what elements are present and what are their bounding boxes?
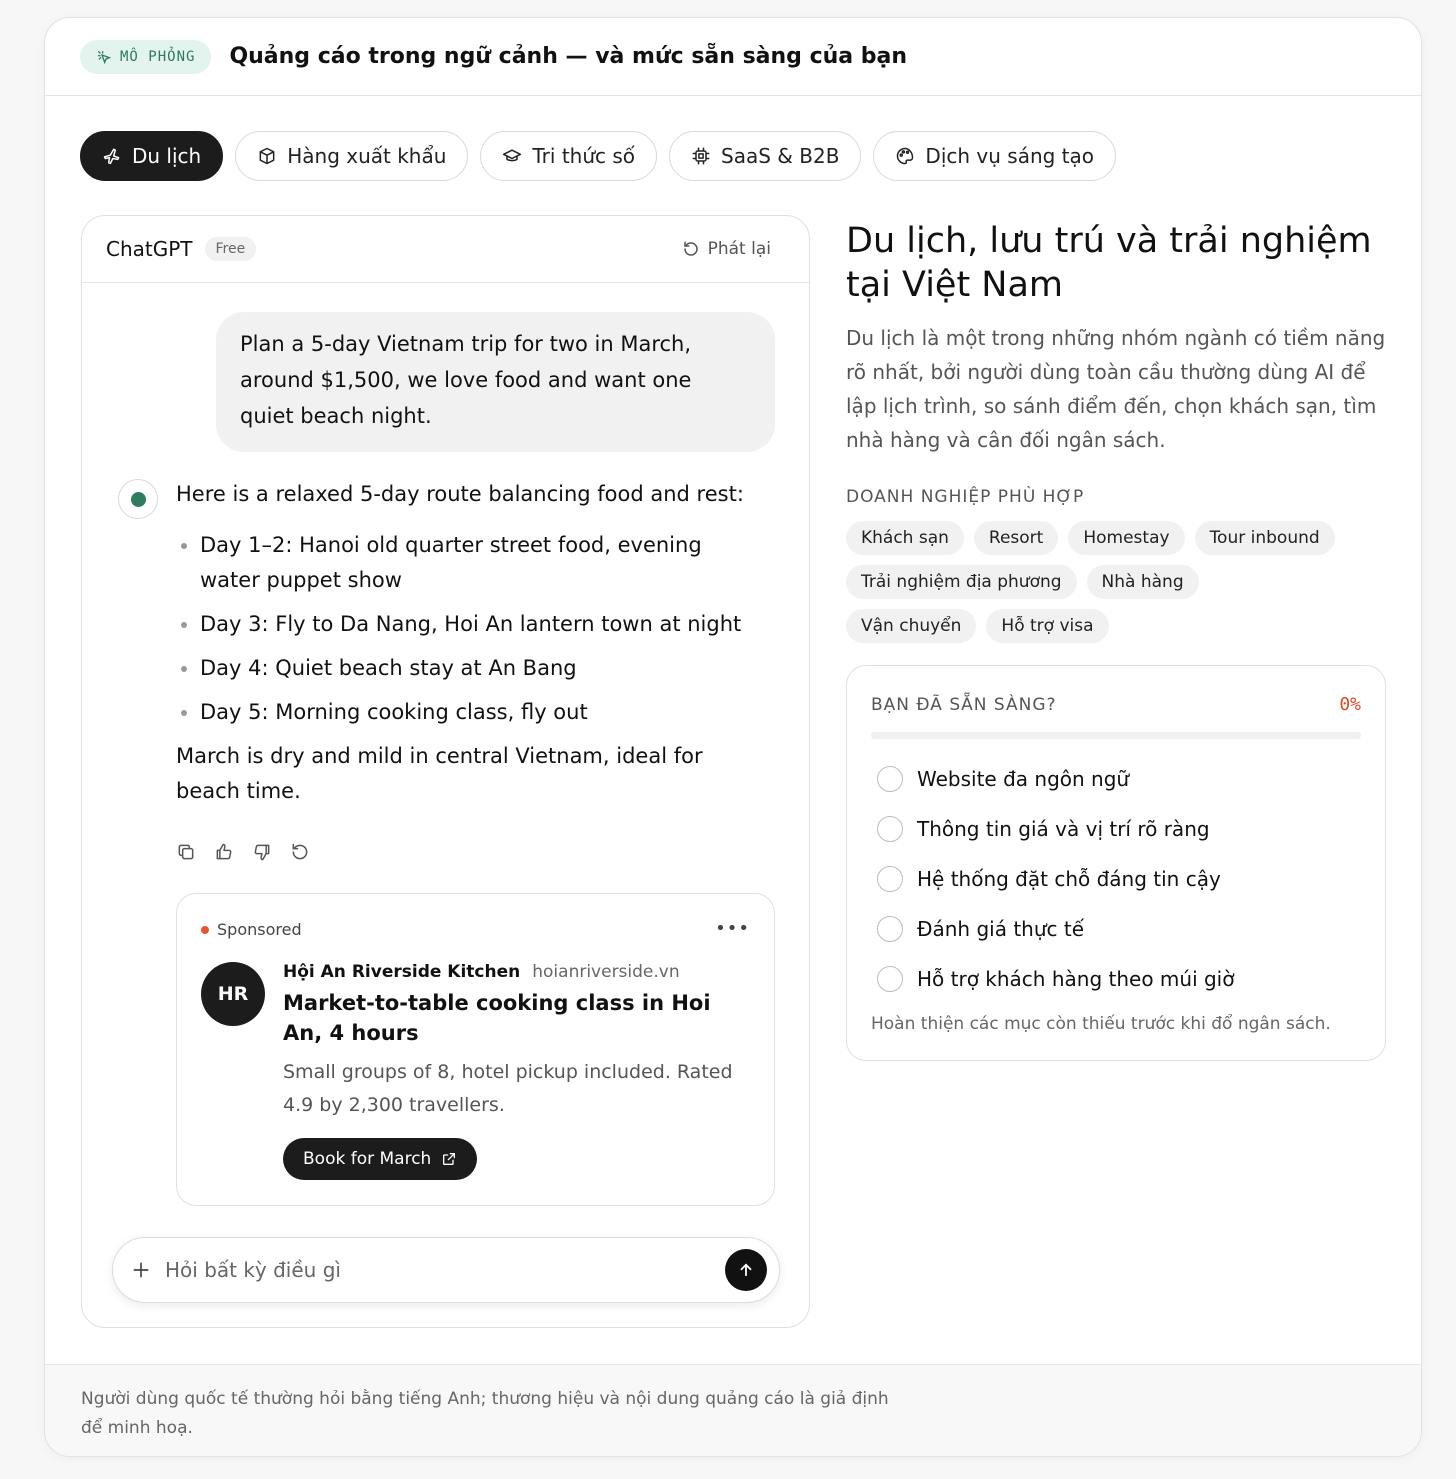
graduation-cap-icon xyxy=(502,146,522,166)
chat-window xyxy=(81,215,810,1328)
checkbox-circle[interactable] xyxy=(877,816,903,842)
checklist-item[interactable] xyxy=(877,754,1234,804)
tab-saas-b2b[interactable] xyxy=(669,131,861,181)
sparkle-click-icon xyxy=(96,49,112,65)
readiness-note: Hoàn thiện các mục còn thiếu trước khi đổ ngân sách. xyxy=(871,1014,1331,1034)
business-chip: Nhà hàng xyxy=(1087,565,1199,599)
advertiser-domain[interactable]: hoianriverside.vn xyxy=(532,962,680,982)
business-chip: Trải nghiệm địa phương xyxy=(846,565,1077,599)
checklist-label: Website đa ngôn ngữ xyxy=(917,767,1130,791)
list-item: Day 4: Quiet beach stay at An Bang xyxy=(178,651,766,686)
business-chip: Resort xyxy=(974,521,1058,555)
industry-panel xyxy=(846,215,1388,1034)
readiness-progress-bar xyxy=(871,732,1361,739)
list-item: Day 5: Morning cooking class, fly out xyxy=(178,695,766,730)
book-button-label: Book for March xyxy=(303,1149,432,1169)
tab-label: Du lịch xyxy=(132,144,202,168)
checkbox-circle[interactable] xyxy=(877,866,903,892)
tab-dich-vu-sang-tao[interactable] xyxy=(873,131,1116,181)
header xyxy=(45,18,1421,96)
checklist-item[interactable] xyxy=(877,954,1234,1004)
checkbox-circle[interactable] xyxy=(877,966,903,992)
box-icon xyxy=(257,146,277,166)
chat-app-name: ChatGPT xyxy=(106,237,193,261)
copy-icon[interactable] xyxy=(176,842,196,862)
checklist-item[interactable] xyxy=(877,804,1234,854)
tab-tri-thuc-so[interactable] xyxy=(480,131,657,181)
tab-label: Dịch vụ sáng tạo xyxy=(925,144,1095,168)
answer-outro: March is dry and mild in central Vietnam, ideal for beach time. xyxy=(176,744,703,803)
message-actions xyxy=(176,842,310,862)
advertiser-logo: HR xyxy=(201,962,265,1026)
business-chip: Hỗ trợ visa xyxy=(986,609,1108,643)
answer-list xyxy=(176,528,766,730)
arrow-up-icon xyxy=(737,1261,755,1279)
checklist-label: Đánh giá thực tế xyxy=(917,917,1085,941)
tab-label: Tri thức số xyxy=(532,144,636,168)
more-options-button[interactable]: ••• xyxy=(715,918,750,939)
book-button[interactable] xyxy=(283,1138,477,1180)
thumbs-up-icon[interactable] xyxy=(214,842,234,862)
business-chips xyxy=(846,521,1336,643)
chat-input[interactable] xyxy=(165,1258,725,1282)
readiness-card xyxy=(846,665,1386,1061)
user-message: Plan a 5-day Vietnam trip for two in March, around $1,500, we love food and want one quiet beach night. xyxy=(216,312,775,452)
checkbox-circle[interactable] xyxy=(877,766,903,792)
tab-label: SaaS & B2B xyxy=(721,144,840,168)
list-item: Day 3: Fly to Da Nang, Hoi An lantern town at night xyxy=(178,607,766,642)
footer xyxy=(45,1364,1421,1457)
tab-hang-xuat-khau[interactable] xyxy=(235,131,468,181)
regenerate-icon[interactable] xyxy=(290,842,310,862)
sponsored-ad-card[interactable] xyxy=(176,893,775,1206)
assistant-avatar xyxy=(118,479,158,519)
plane-icon xyxy=(102,146,122,166)
ad-description: Small groups of 8, hotel pickup included. Rated 4.9 by 2,300 travellers. xyxy=(283,1061,733,1116)
chip-icon xyxy=(691,146,711,166)
checklist-label: Hệ thống đặt chỗ đáng tin cậy xyxy=(917,867,1221,891)
message-composer xyxy=(112,1237,780,1303)
readiness-checklist xyxy=(877,754,1234,1004)
ad-headline[interactable]: Market-to-table cooking class in Hoi An, 4 hours xyxy=(283,991,711,1045)
replay-button[interactable] xyxy=(682,239,771,259)
businesses-label: DOANH NGHIỆP PHÙ HỢP xyxy=(846,487,1085,507)
sponsored-dot xyxy=(201,926,209,934)
readiness-label: BẠN ĐÃ SẴN SÀNG? xyxy=(871,694,1057,715)
answer-intro: Here is a relaxed 5-day route balancing food and rest: xyxy=(176,482,744,506)
checklist-label: Thông tin giá và vị trí rõ ràng xyxy=(917,817,1210,841)
industry-title: Du lịch, lưu trú và trải nghiệm tại Việt Nam xyxy=(846,221,1372,305)
plus-icon[interactable] xyxy=(131,1260,151,1280)
simulation-card xyxy=(44,17,1422,1457)
checkbox-circle[interactable] xyxy=(877,916,903,942)
tab-du-lich[interactable] xyxy=(80,131,223,181)
checklist-item[interactable] xyxy=(877,904,1234,954)
business-chip: Tour inbound xyxy=(1195,521,1335,555)
industry-description: Du lịch là một trong những nhóm ngành có tiềm năng rõ nhất, bởi người dùng toàn cầu thường dùng AI để lập lịch trình, so sánh điểm đến, chọn khách sạn, tìm nhà hàng và cân đối ngân sách. xyxy=(846,326,1386,452)
assistant-message xyxy=(176,478,766,809)
readiness-percent: 0% xyxy=(1339,694,1361,715)
business-chip: Vận chuyển xyxy=(846,609,976,643)
list-item: Day 1–2: Hanoi old quarter street food, evening water puppet show xyxy=(178,528,766,598)
simulation-badge xyxy=(80,40,211,74)
sponsored-indicator xyxy=(201,920,302,939)
chat-header xyxy=(82,216,809,283)
simulation-badge-label: MÔ PHỎNG xyxy=(120,48,196,65)
page-title: Quảng cáo trong ngữ cảnh — và mức sẵn sàng của bạn xyxy=(229,44,908,69)
external-link-icon xyxy=(441,1151,457,1167)
ad-body xyxy=(283,962,743,1180)
business-chip: Khách sạn xyxy=(846,521,964,555)
replay-label: Phát lại xyxy=(707,239,771,259)
replay-icon xyxy=(682,240,700,258)
plan-badge: Free xyxy=(205,237,257,261)
send-button[interactable] xyxy=(725,1249,767,1291)
checklist-item[interactable] xyxy=(877,854,1234,904)
checklist-label: Hỗ trợ khách hàng theo múi giờ xyxy=(917,967,1235,991)
ad-brand-row xyxy=(283,962,743,982)
sponsored-label: Sponsored xyxy=(217,920,302,939)
business-chip: Homestay xyxy=(1068,521,1184,555)
palette-icon xyxy=(895,146,915,166)
thumbs-down-icon[interactable] xyxy=(252,842,272,862)
advertiser-name: Hội An Riverside Kitchen xyxy=(283,962,521,982)
footer-note: Người dùng quốc tế thường hỏi bằng tiếng Anh; thương hiệu và nội dung quảng cáo là giả định để minh hoạ. xyxy=(81,1389,889,1438)
readiness-header xyxy=(871,694,1361,715)
industry-tabs xyxy=(80,131,1116,181)
tab-label: Hàng xuất khẩu xyxy=(287,144,447,168)
